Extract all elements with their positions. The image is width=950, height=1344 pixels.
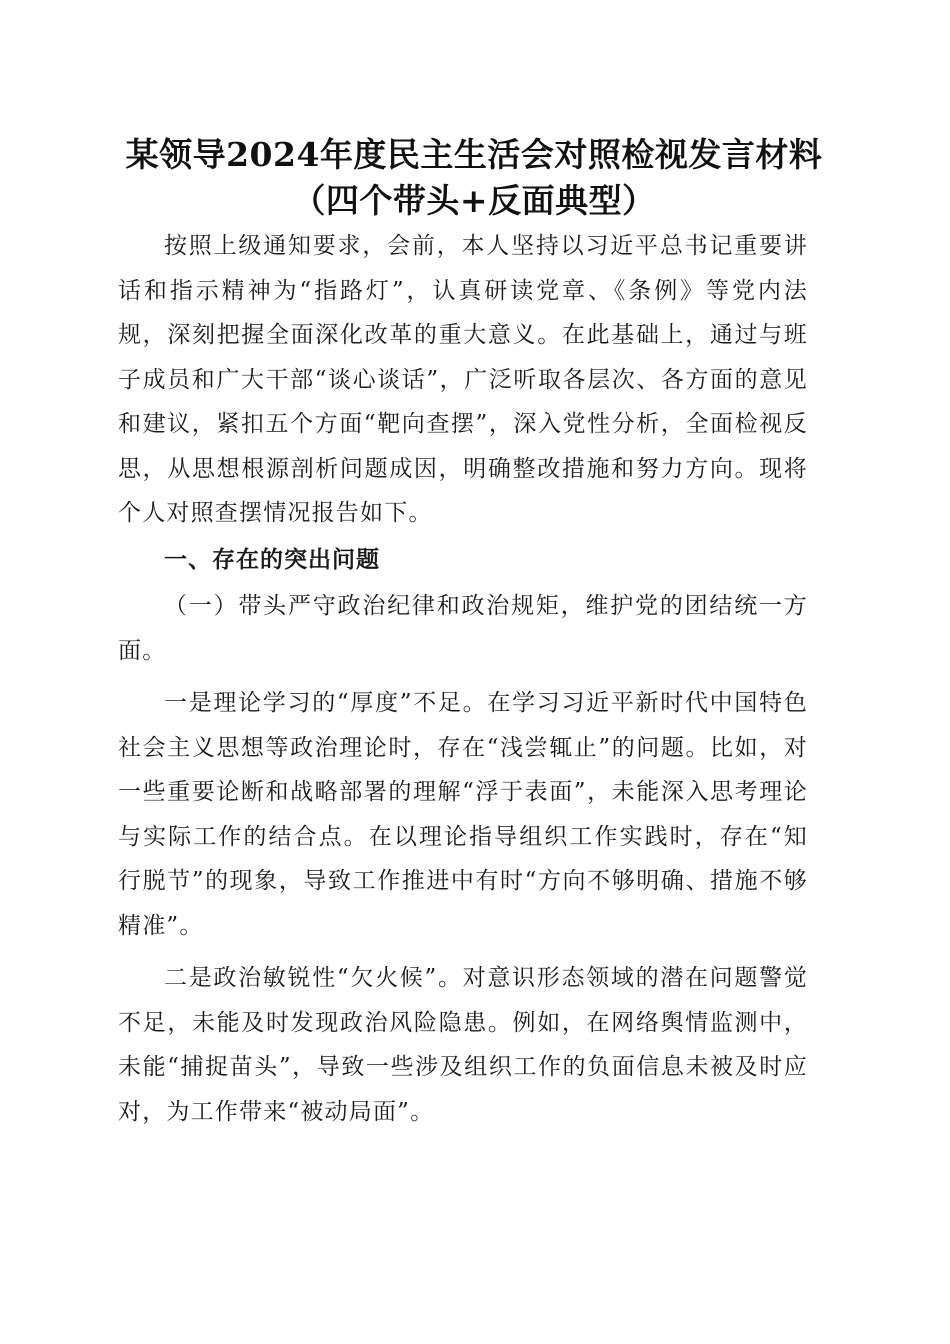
point-paragraph-1: 一是理论学习的“厚度”不足。在学习习近平新时代中国特色社会主义思想等政治理论时，存在“浅尝辄止”的问题。比如，对一些重要论断和战略部署的理解“浮于表面”，未能深入思考理论与实际工作的结合点。在以理论指导组织工作实践时，存在“知行脱节”的现象，导致工作推进中有时“方向不够明确、措施不够精准”。 [118, 690, 808, 939]
subsection-heading: （一）带头严守政治纪律和政治规矩，维护党的团结统一方面。 [118, 593, 808, 664]
intro-paragraph: 按照上级通知要求，会前，本人坚持以习近平总书记重要讲话和指示精神为“指路灯”，认真研读党章、《条例》等党内法规，深刻把握全面深化改革的重大意义。在此基础上，通过与班子成员和广大干部“谈心谈话”，广泛听取各层次、各方面的意见和建议，紧扣五个方面“靶向查摆”，深入党性分析，全面检视反思，从思想根源剖析问题成因，明确整改措施和努力方向。现将个人对照查摆情况报告如下。 [118, 233, 808, 526]
section-heading: 一、存在的突出问题 [164, 546, 380, 573]
document-title: 某领导2024年度民主生活会对照检视发言材料（四个带头+反面典型） [125, 135, 823, 220]
document-body [118, 224, 808, 1134]
paragraph-gap [118, 948, 808, 956]
paragraph-gap [118, 673, 808, 681]
point-paragraph-2: 二是政治敏锐性“欠火候”。对意识形态领域的潜在问题警觉不足，未能及时发现政治风险隐患。例如，在网络舆情监测中，未能“捕捉苗头”，导致一些涉及组织工作的负面信息未被及时应对，为工作带来“被动局面”。 [118, 965, 808, 1125]
